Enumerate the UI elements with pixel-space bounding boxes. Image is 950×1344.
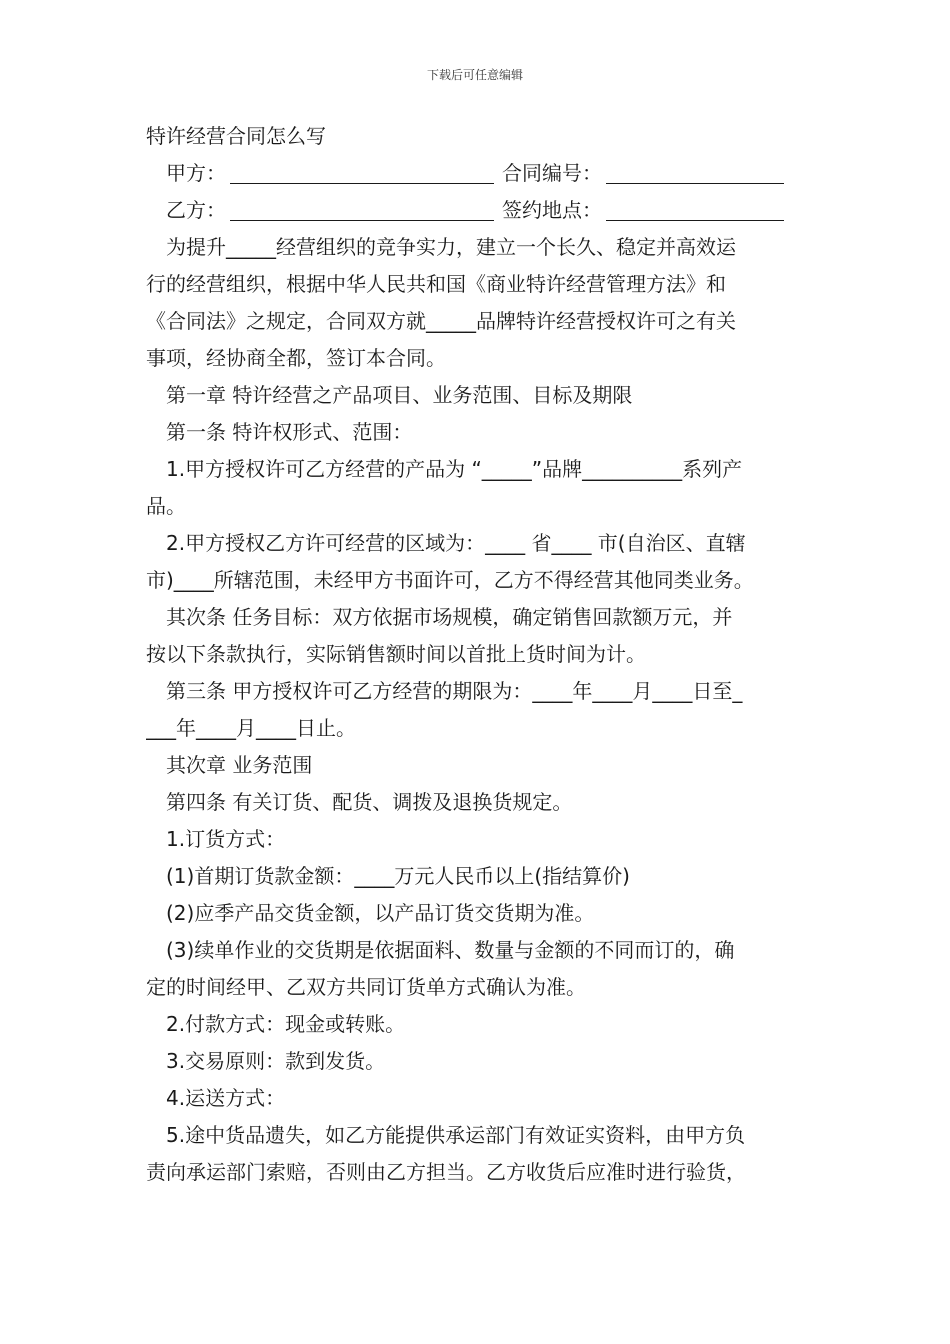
paragraph-line: 其次条 任务目标：双方依据市场规模，确定销售回款额万元，并 xyxy=(166,605,733,629)
party-b-label: 乙方： xyxy=(166,198,226,222)
party-b-blank xyxy=(230,198,494,221)
list-item: (3)续单作业的交货期是依据面料、数量与金额的不同而订的，确 xyxy=(166,938,735,962)
list-item: 4.运送方式： xyxy=(166,1086,286,1110)
document-title: 特许经营合同怎么写 xyxy=(146,124,326,148)
page-header-note: 下载后可任意编辑 xyxy=(426,68,523,82)
paragraph-line: 2.甲方授权乙方许可经营的区域为：____ 省____ 市(自治区、直辖 xyxy=(166,531,746,555)
party-a-blank xyxy=(230,161,494,184)
contract-no-blank xyxy=(606,161,784,184)
list-item: 2.付款方式：现金或转账。 xyxy=(166,1012,406,1036)
chapter-heading: 第一章 特许经营之产品项目、业务范围、目标及期限 xyxy=(166,383,633,407)
paragraph-line: 1.甲方授权许可乙方经营的产品为 “_____”品牌__________系列产 xyxy=(166,457,743,481)
paragraph-line: 定的时间经甲、乙双方共同订货单方式确认为准。 xyxy=(146,975,586,999)
paragraph-line: 市)____所辖范围，未经甲方书面许可，乙方不得经营其他同类业务。 xyxy=(146,568,754,592)
list-item: (2)应季产品交货金额，以产品订货交货期为准。 xyxy=(166,901,595,925)
paragraph-line: ___年____月____日止。 xyxy=(146,716,356,740)
signing-place-label: 签约地点： xyxy=(502,198,602,222)
list-item: (1)首期订货款金额：____万元人民币以上(指结算价) xyxy=(166,864,630,888)
paragraph-line: 《合同法》之规定，合同双方就_____品牌特许经营授权许可之有关 xyxy=(146,309,736,333)
paragraph-line: 事项，经协商全都，签订本合同。 xyxy=(146,346,446,370)
article-heading: 第一条 特许权形式、范围： xyxy=(166,420,413,444)
paragraph-line: 责向承运部门索赔，否则由乙方担当。乙方收货后应准时进行验货， xyxy=(146,1160,746,1184)
list-item: 5.途中货品遗失，如乙方能提供承运部门有效证实资料，由甲方负 xyxy=(166,1123,746,1147)
paragraph-line: 行的经营组织，根据中华人民共和国《商业特许经营管理方法》和 xyxy=(146,272,726,296)
party-a-row xyxy=(146,155,826,192)
article-heading: 第四条 有关订货、配货、调拨及退换货规定。 xyxy=(166,790,573,814)
chapter-heading: 其次章 业务范围 xyxy=(166,753,313,777)
party-a-label: 甲方： xyxy=(166,161,226,185)
list-item: 1.订货方式： xyxy=(166,827,286,851)
document-body xyxy=(146,118,826,1191)
paragraph-line: 按以下条款执行，实际销售额时间以首批上货时间为计。 xyxy=(146,642,646,666)
signing-place-blank xyxy=(606,198,784,221)
contract-no-label: 合同编号： xyxy=(502,161,602,185)
party-b-row xyxy=(146,192,826,229)
paragraph-line: 第三条 甲方授权许可乙方经营的期限为：____年____月____日至_ xyxy=(166,679,743,703)
list-item: 3.交易原则：款到发货。 xyxy=(166,1049,386,1073)
paragraph-line: 品。 xyxy=(146,494,186,518)
paragraph-line: 为提升_____经营组织的竞争实力，建立一个长久、稳定并高效运 xyxy=(166,235,736,259)
